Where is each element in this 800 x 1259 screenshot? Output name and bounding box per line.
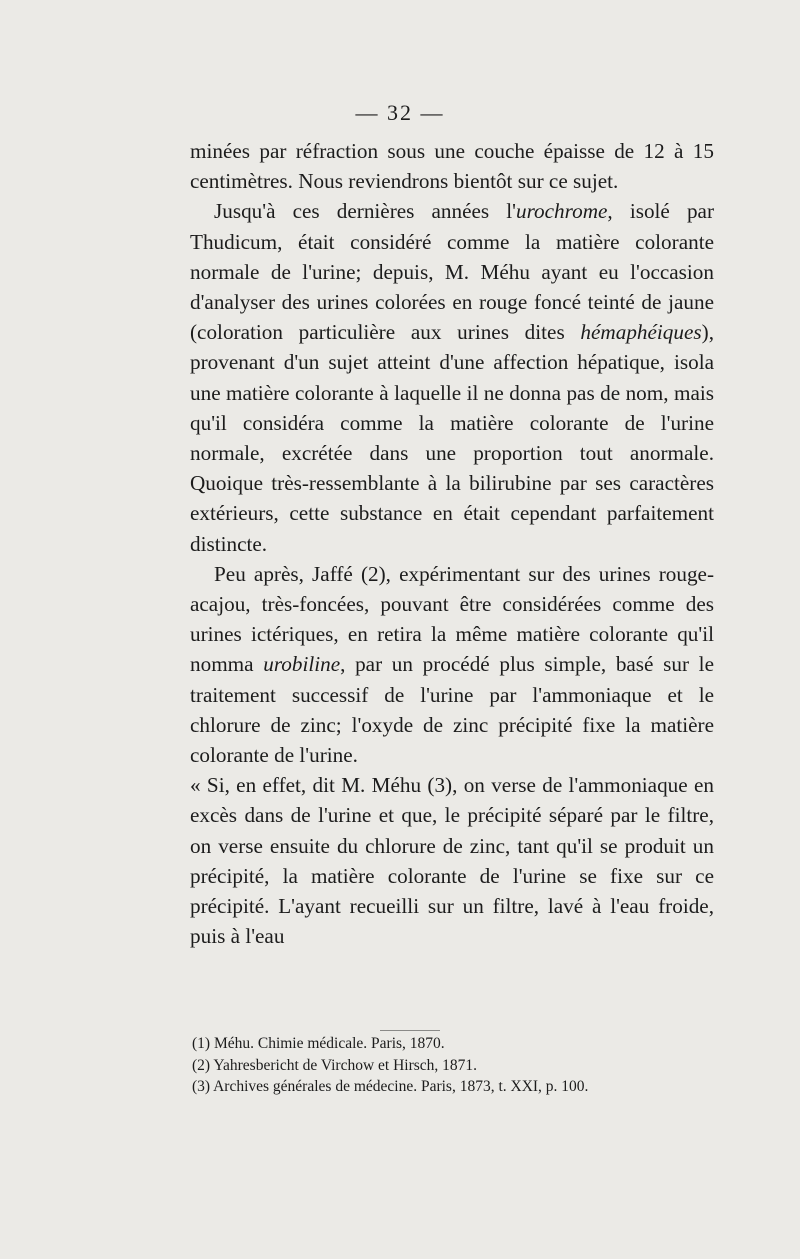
paragraph-4-text: « Si, en effet, dit M. Méhu (3), on verse de l'ammoniaque en excès dans de l'urine et que, le précipité séparé par le filtre, on verse ensuite du chlorure de zinc, tant qu'il se produit un précipité, la matière colorante de l'urine se fixe sur ce précipité. L'ayant recueilli sur un filtre, lavé à l'eau froide, puis à l'eau <box>190 773 714 949</box>
footnotes <box>192 1033 712 1098</box>
term-urochrome: urochrome <box>516 199 608 224</box>
footnote-1: (1) Méhu. Chimie médicale. Paris, 1870. <box>192 1035 445 1052</box>
page-number: — 32 — <box>355 100 445 125</box>
paragraph-3 <box>190 559 714 770</box>
footnote-rule <box>380 1030 440 1031</box>
paragraph-3-text-a: Peu après, Jaffé (2), expérimentant sur des urines rouge-acajou, très-foncées, pouvant être considérées comme des urines ictériques, en retira la même matière colorante qu'il nomma <box>190 561 714 677</box>
paragraph-1-text: minées par réfraction sous une couche épaisse de 12 à 15 centimètres. Nous reviendrons bientôt sur ce sujet. <box>190 139 714 194</box>
paragraph-2-text-b: , isolé par Thudicum, était considéré comme la matière colorante normale de l'urine; depuis, M. Méhu ayant eu l'occasion d'analyser des urines colorées en rouge foncé teinté de jaune (coloration particulière aux urines dites <box>190 199 714 345</box>
paragraph-3-text-b: , par un procédé plus simple, basé sur le traitement successif de l'urine par l'ammoniaque et le chlorure de zinc; l'oxyde de zinc précipité fixe la matière colorante de l'urine. <box>190 652 714 768</box>
paragraph-2 <box>190 196 714 558</box>
term-hemapheiques: hémaphéiques <box>580 320 702 345</box>
main-text <box>190 136 714 951</box>
paragraph-4 <box>190 770 714 951</box>
paragraph-2-text-c: ), provenant d'un sujet atteint d'une affection hépatique, isola une matière colorante à laquelle il ne donna pas de nom, mais qu'il considéra comme la matière colorante de l'urine normale, excrétée dans une proportion tout anormale. Quoique très-ressemblante à la bilirubine par ses caractères extérieurs, cette substance en était cependant parfaitement distincte. <box>190 320 714 556</box>
paragraph-1 <box>190 136 714 196</box>
footnote-2: (2) Yahresbericht de Virchow et Hirsch, 1871. <box>192 1056 478 1074</box>
footnote-3: (3) Archives générales de médecine. Paris, 1873, t. XXI, p. 100. <box>192 1078 589 1095</box>
term-urobiline: urobiline <box>263 652 341 677</box>
paragraph-2-text-a: Jusqu'à ces dernières années l' <box>214 199 516 224</box>
